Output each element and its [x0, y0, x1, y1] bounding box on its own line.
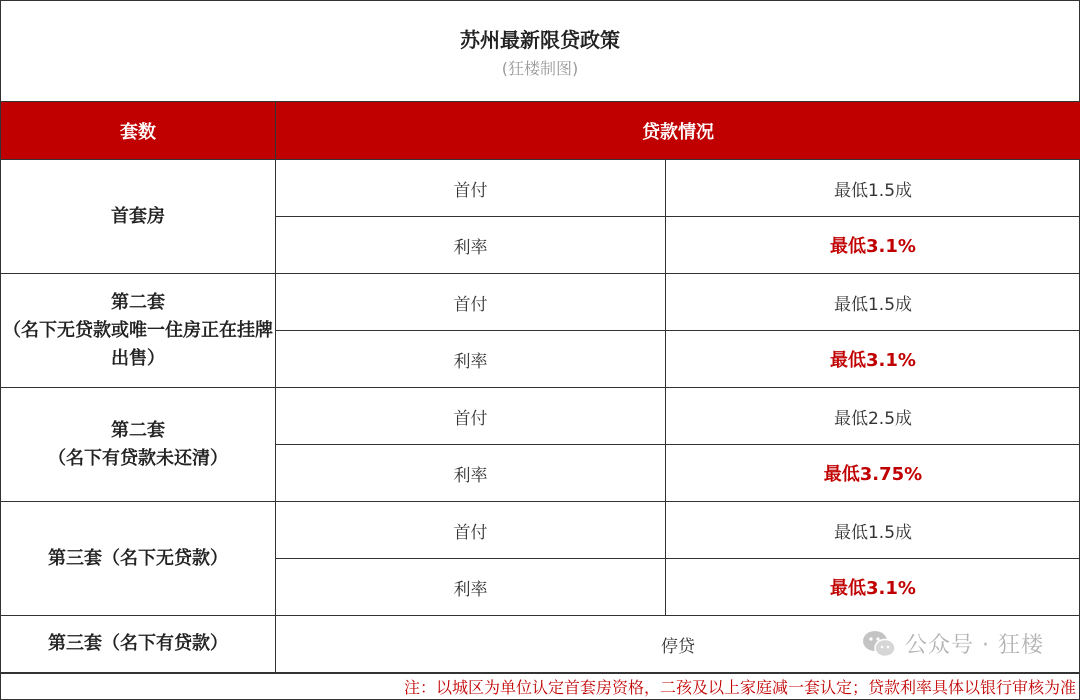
table-row [1, 274, 1080, 331]
down-payment-value: 最低2.5成 [666, 388, 1080, 445]
page-title: 苏州最新限贷政策 [460, 28, 620, 52]
category-cell [1, 502, 276, 616]
header-category: 套数 [1, 102, 276, 160]
page-subtitle: (狂楼制图) [501, 59, 579, 78]
category-title: 第二套 [111, 291, 165, 313]
category-title: 首套房 [111, 205, 165, 227]
rate-value: 最低3.1% [666, 331, 1080, 388]
table-row [1, 160, 1080, 217]
category-cell [1, 160, 276, 274]
down-payment-label: 首付 [276, 388, 666, 445]
header-loan: 贷款情况 [276, 102, 1080, 160]
category-condition: （名下有贷款未还清） [48, 447, 228, 469]
category-condition: （名下无贷款或唯一住房正在挂牌出售） [3, 319, 273, 369]
category-cell [1, 274, 276, 388]
table-row [1, 388, 1080, 445]
category-cell [1, 388, 276, 502]
down-payment-value: 最低1.5成 [666, 502, 1080, 559]
down-payment-label: 首付 [276, 274, 666, 331]
category-title: 第三套（名下无贷款） [48, 547, 228, 569]
watermark [861, 628, 1044, 659]
rate-label: 利率 [276, 559, 666, 616]
rate-value: 最低3.1% [666, 217, 1080, 274]
rate-label: 利率 [276, 445, 666, 502]
table-row [1, 502, 1080, 559]
down-payment-value: 最低1.5成 [666, 160, 1080, 217]
down-payment-label: 首付 [276, 160, 666, 217]
down-payment-value: 最低1.5成 [666, 274, 1080, 331]
footnote: 注：以城区为单位认定首套房资格，二孩及以上家庭减一套认定；贷款利率具体以银行审核为准 [0, 673, 1080, 700]
rate-label: 利率 [276, 331, 666, 388]
suspended-value: 停贷 [276, 616, 1080, 673]
rate-value: 最低3.75% [666, 445, 1080, 502]
rate-value: 最低3.1% [666, 559, 1080, 616]
watermark-text: 公众号 · 狂楼 [905, 633, 1044, 658]
loan-policy-table [0, 101, 1080, 673]
rate-label: 利率 [276, 217, 666, 274]
title-box [0, 0, 1080, 101]
table-header-row [1, 102, 1080, 160]
category-title: 第二套 [111, 419, 165, 441]
wechat-icon [861, 629, 897, 659]
down-payment-label: 首付 [276, 502, 666, 559]
category-cell: 第三套（名下有贷款） [1, 616, 276, 673]
